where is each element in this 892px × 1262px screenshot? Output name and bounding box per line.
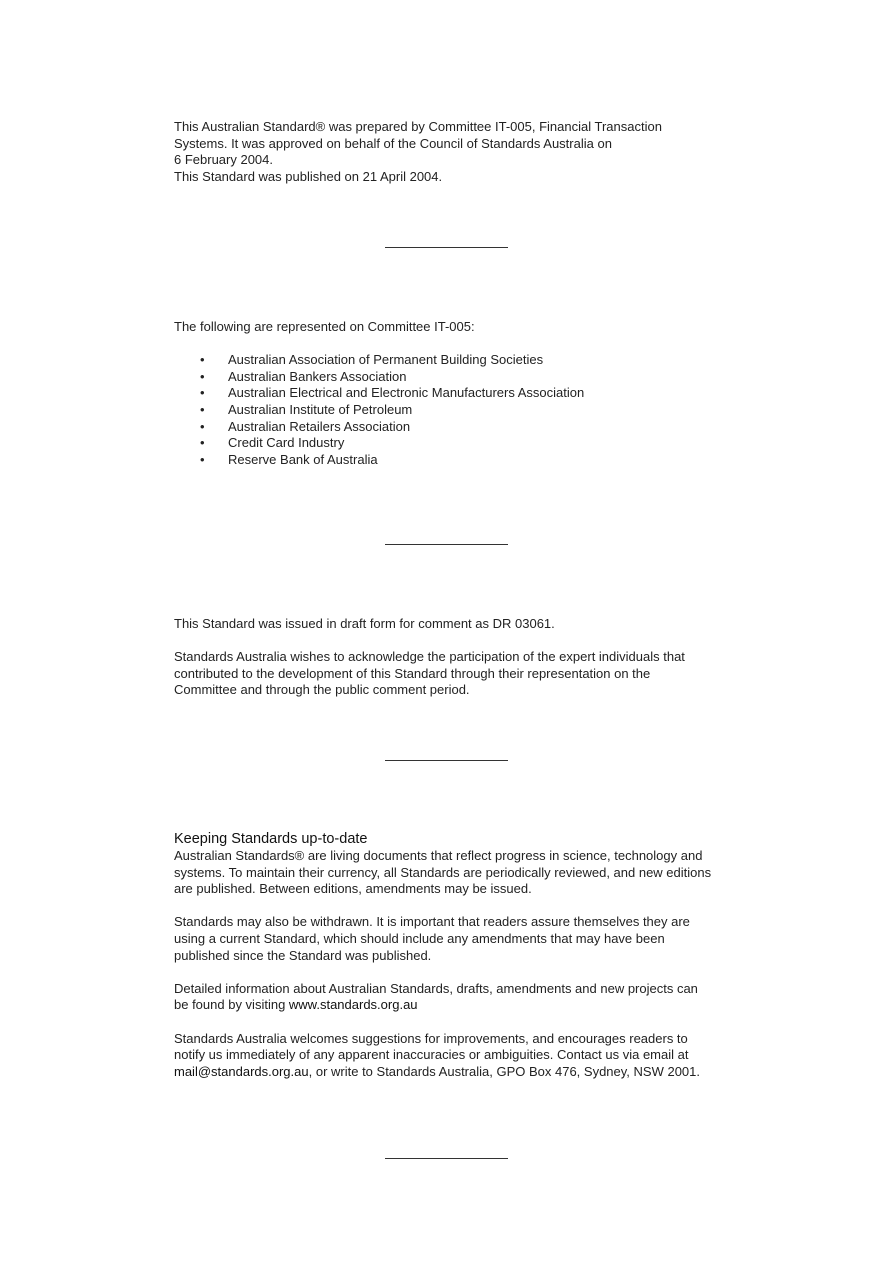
- paragraph-line: using a current Standard, which should include any amendments that may have been: [174, 930, 665, 946]
- paragraph-line: systems. To maintain their currency, all Standards are periodically reviewed, and new editions: [174, 864, 712, 880]
- bullet-icon: •: [200, 385, 205, 401]
- member-name: Reserve Bank of Australia: [228, 451, 378, 467]
- bullet-icon: •: [200, 401, 205, 417]
- preparation-notice: [174, 119, 734, 185]
- text-span: , or write to Standards Australia, GPO Box 476, Sydney, NSW 2001.: [308, 1063, 700, 1079]
- email-link[interactable]: mail@standards.org.au: [174, 1063, 309, 1079]
- acknowledgement-line: contributed to the development of this Standard through their representation on the: [174, 665, 651, 681]
- list-item: [174, 419, 734, 436]
- section-divider: [385, 247, 508, 248]
- bullet-icon: •: [200, 368, 205, 384]
- keeping-up-to-date-section: [174, 831, 744, 1080]
- member-name: Australian Retailers Association: [228, 418, 411, 434]
- committee-member-list: [174, 352, 734, 468]
- paragraph-line: Detailed information about Australian Standards, drafts, amendments and new projects can: [174, 980, 698, 996]
- list-item: [174, 402, 734, 419]
- paragraph-line: notify us immediately of any apparent inaccuracies or ambiguities. Contact us via email at: [174, 1047, 689, 1063]
- list-item: [174, 352, 734, 369]
- paragraph-line: Standards may also be withdrawn. It is important that readers assure themselves they are: [174, 914, 690, 930]
- section-heading: Keeping Standards up-to-date: [174, 831, 368, 847]
- list-item: [174, 369, 734, 386]
- list-item: [174, 452, 734, 469]
- committee-section: [174, 319, 734, 468]
- bullet-icon: •: [200, 451, 205, 467]
- draft-notice: This Standard was issued in draft form for comment as DR 03061.: [174, 616, 555, 631]
- member-name: Australian Bankers Association: [228, 368, 407, 384]
- paragraph-line: [174, 1064, 744, 1081]
- bullet-icon: •: [200, 352, 205, 368]
- committee-intro: The following are represented on Committee IT-005:: [174, 319, 475, 334]
- preparation-line: This Australian Standard® was prepared by Committee IT-005, Financial Transaction: [174, 119, 662, 134]
- member-name: Australian Association of Permanent Building Societies: [228, 352, 544, 368]
- preparation-line: 6 February 2004.: [174, 152, 274, 168]
- acknowledgement-line: Standards Australia wishes to acknowledge the participation of the expert individuals that: [174, 649, 685, 665]
- paragraph-line: are published. Between editions, amendments may be issued.: [174, 881, 532, 897]
- section-divider: [385, 544, 508, 545]
- member-name: Credit Card Industry: [228, 435, 345, 451]
- paragraph-line: [174, 997, 744, 1014]
- bullet-icon: •: [200, 435, 205, 451]
- list-item: [174, 385, 734, 402]
- preparation-line: Systems. It was approved on behalf of the Council of Standards Australia on: [174, 135, 612, 151]
- draft-section: [174, 616, 734, 699]
- paragraph-line: Standards Australia welcomes suggestions for improvements, and encourages readers to: [174, 1030, 688, 1046]
- member-name: Australian Electrical and Electronic Manufacturers Association: [228, 385, 585, 401]
- acknowledgement-line: Committee and through the public comment period.: [174, 682, 470, 698]
- bullet-icon: •: [200, 418, 205, 434]
- list-item: [174, 435, 734, 452]
- publication-date: This Standard was published on 21 April 2004.: [174, 168, 443, 184]
- website-link[interactable]: www.standards.org.au: [288, 997, 418, 1013]
- section-divider: [385, 1158, 508, 1159]
- paragraph-line: Australian Standards® are living documents that reflect progress in science, technology and: [174, 848, 703, 863]
- text-span: be found by visiting: [174, 997, 289, 1013]
- member-name: Australian Institute of Petroleum: [228, 401, 413, 417]
- section-divider: [385, 760, 508, 761]
- paragraph-line: published since the Standard was published.: [174, 947, 432, 963]
